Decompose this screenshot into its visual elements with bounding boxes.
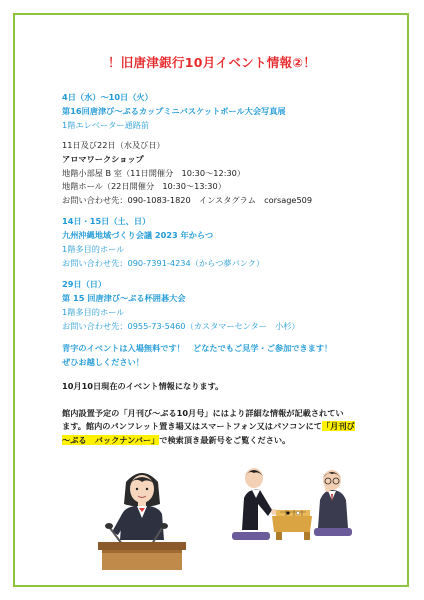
event-2-name: アロマワークショップ <box>62 154 144 164</box>
speaker-at-podium-illustration <box>92 462 192 572</box>
event-1-name: 第16回唐津び～ぷるカップミニバスケットボール大会写真展 <box>62 106 286 116</box>
magazine-line-2: ます。館内のパンフレット置き場又はスマートフォン又はパソコンにて「月刊び <box>62 421 355 431</box>
event-3-name: 九州沖縄地域づくり会議 2023 年からつ <box>62 230 214 240</box>
page-title: ！旧唐津銀行10月イベント情報②！ <box>107 55 317 70</box>
magazine-highlight-2: ～ぷる バックナンバー」 <box>62 435 160 445</box>
go-players-illustration <box>228 458 358 548</box>
event-4-contact: お問い合わせ先：0955-73-5460（カスタマーセンター 小杉） <box>62 321 300 331</box>
event-3-contact: お問い合わせ先：090-7391-4234（からつ夢バンク） <box>62 258 265 268</box>
event-3-place: 1階多目的ホール <box>62 244 125 254</box>
welcome-notice: ぜひお越しください！ <box>62 357 144 367</box>
event-3-date: 14日・15日（土、日） <box>62 216 151 226</box>
event-2-place-1: 地階小部屋 B 室（11日開催分 10:30～12:30） <box>62 168 246 178</box>
event-2-date: 11日及び22日（水及び日） <box>62 140 165 150</box>
magazine-line-1: 館内設置予定の「月刊び～ぷる10月号」にはより詳細な情報が記載されてい <box>62 408 344 418</box>
magazine-line-3: ～ぷる バックナンバー」で検索頂き最新号をご覧ください。 <box>62 435 291 445</box>
event-4-name: 第 15 回唐津び～ぷる杯囲碁大会 <box>62 293 186 303</box>
event-4-place: 1階多目的ホール <box>62 307 125 317</box>
event-2-contact: お問い合わせ先：090-1083-1820 インスタグラム corsage509 <box>62 195 313 205</box>
current-info-note: 10月10日現在のイベント情報になります。 <box>62 381 224 391</box>
magazine-highlight-1: 「月刊び <box>321 421 355 431</box>
event-1-date: 4日（水）～10日（火） <box>62 92 153 102</box>
event-1-place: 1階エレベーター通路前 <box>62 120 150 130</box>
free-entry-notice: 青字のイベントは入場無料です！ どなたでもご見学・ご参加できます！ <box>62 343 333 353</box>
event-2-place-2: 地階ホール（22日開催分 10:30～13:30） <box>62 181 226 191</box>
event-4-date: 29日（日） <box>62 279 107 289</box>
